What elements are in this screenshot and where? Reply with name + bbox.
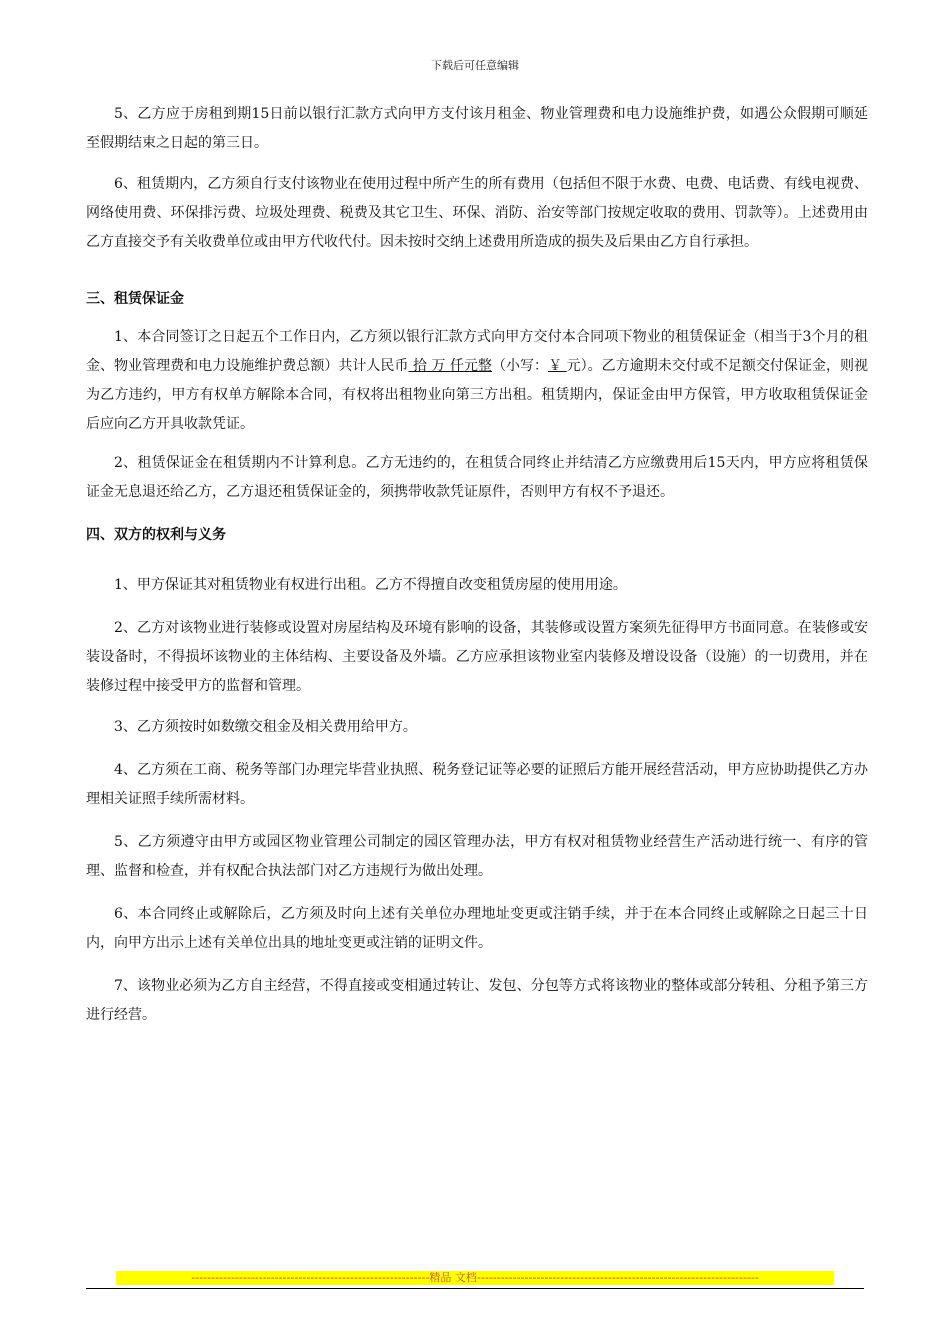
clause-4-5: 5、乙方须遵守由甲方或园区物业管理公司制定的园区管理办法，甲方有权对租赁物业经营生产活动进行统一、有序的管理、监督和检查，并有权配合执法部门对乙方违规行为做出处理。 (86, 834, 868, 879)
footer-banner: ------------------------------------------------------------精品 文档----------------------------------------------------------------------- (116, 1271, 834, 1285)
deposit-amount-words: 拾 万 仟元整 (408, 358, 492, 374)
section-4-heading: 四、双方的权利与义务 (86, 527, 226, 543)
clause-3-1-text-b: （小写： (492, 358, 549, 374)
clause-3-1-text-c: 元）。乙方逾期未交付或不足额交付保证金，则视为乙方违约，甲方有权单方解除本合同，有权将出租物业向第三方出租。租赁期内，保证金由甲方保管，甲方收取租赁保证金后应向乙方开具收款凭证。 (86, 358, 869, 432)
clause-4-2: 2、乙方对该物业进行装修或设置对房屋结构及环境有影响的设备，其装修或设置方案须先征得甲方书面同意。在装修或安装设备时，不得损坏该物业的主体结构、主要设备及外墙。乙方应承担该物业室内装修及增设设备（设施）的一切费用，并在装修过程中接受甲方的监督和管理。 (86, 620, 868, 694)
clause-2-6: 6、租赁期内，乙方须自行支付该物业在使用过程中所产生的所有费用（包括但不限于水费、电费、电话费、有线电视费、网络使用费、环保排污费、垃圾处理费、税费及其它卫生、环保、消防、治安等部门按规定收取的费用、罚款等）。上述费用由乙方直接交予有关收费单位或由甲方代收代付。因未按时交纳上述费用所造成的损失及后果由乙方自行承担。 (86, 176, 868, 250)
section-3-heading: 三、租赁保证金 (86, 291, 184, 307)
deposit-amount-figures: ￥ (548, 358, 567, 374)
clause-3-1 (86, 323, 868, 439)
clause-4-4: 4、乙方须在工商、税务等部门办理完毕营业执照、税务登记证等必要的证照后方能开展经营活动，甲方应协助提供乙方办理相关证照手续所需材料。 (86, 762, 868, 807)
clause-4-7: 7、该物业必须为乙方自主经营，不得直接或变相通过转让、发包、分包等方式将该物业的整体或部分转租、分租予第三方进行经营。 (86, 978, 868, 1023)
clause-4-3: 3、乙方须按时如数缴交租金及相关费用给甲方。 (114, 719, 417, 735)
footer-rule (86, 1288, 864, 1289)
clause-4-6: 6、本合同终止或解除后，乙方须及时向上述有关单位办理地址变更或注销手续，并于在本合同终止或解除之日起三十日内，向甲方出示上述有关单位出具的地址变更或注销的证明文件。 (86, 906, 868, 951)
document-body (86, 100, 868, 1030)
page-header-note: 下载后可任意编辑 (431, 59, 519, 72)
clause-4-1: 1、甲方保证其对租赁物业有权进行出租。乙方不得擅自改变租赁房屋的使用用途。 (114, 577, 627, 593)
clause-2-5: 5、乙方应于房租到期15日前以银行汇款方式向甲方支付该月租金、物业管理费和电力设施维护费，如遇公众假期可顺延至假期结束之日起的第三日。 (86, 106, 868, 151)
clause-3-2: 2、租赁保证金在租赁期内不计算利息。乙方无违约的，在租赁合同终止并结清乙方应缴费用后15天内，甲方应将租赁保证金无息退还给乙方，乙方退还租赁保证金的，须携带收款凭证原件，否则甲方有权不予退还。 (86, 455, 868, 500)
clause-3-1-text-a: 1、本合同签订之日起五个工作日内，乙方须以银行汇款方式向甲方交付本合同项下物业的租赁保证金（相当于3个月的租金、物业管理费和电力设施维护费总额）共计人民币 (86, 329, 868, 374)
